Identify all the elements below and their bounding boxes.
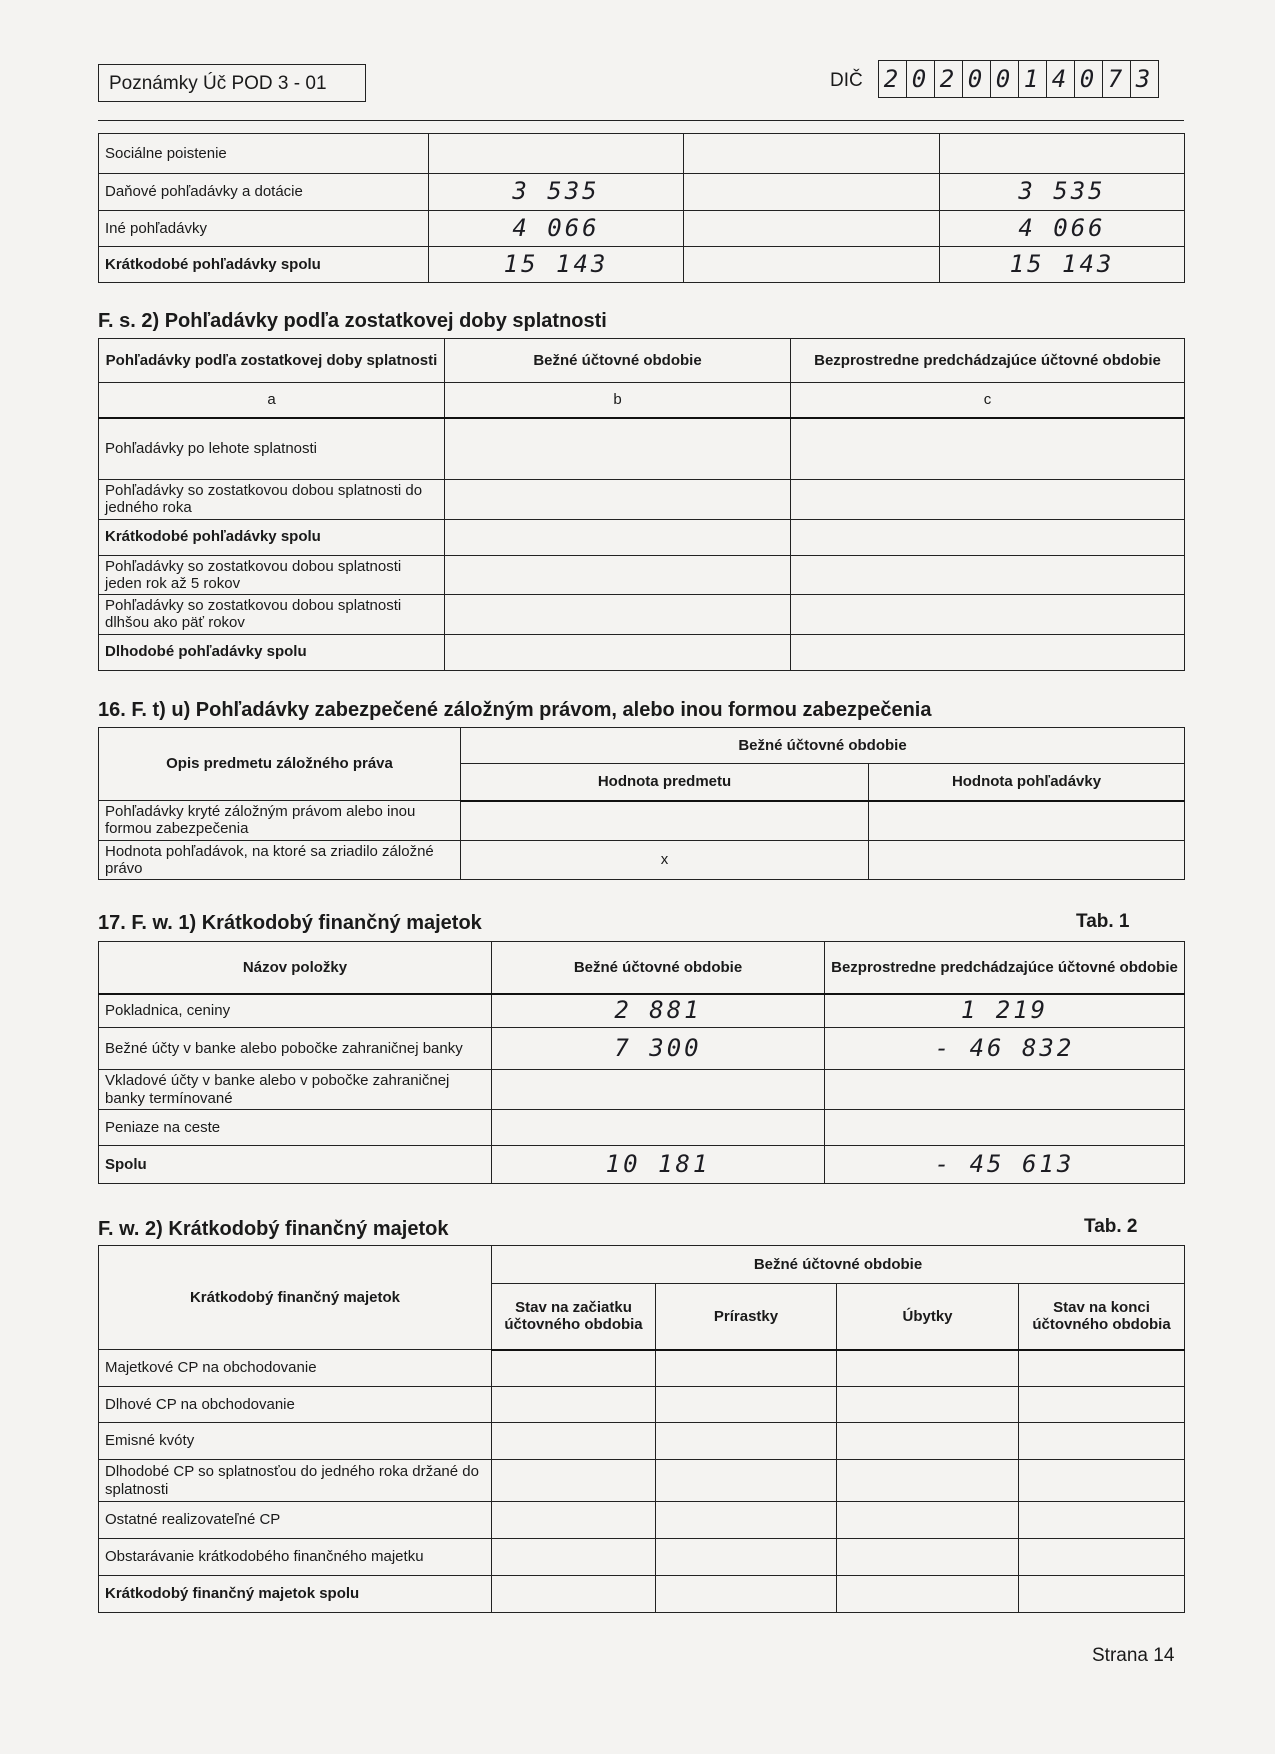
table-row <box>99 519 1185 555</box>
empty-cell <box>837 1460 1019 1502</box>
table-row <box>99 418 1185 480</box>
col-header-previous: Bezprostredne predchádzajúce účtovné obdobie <box>825 942 1185 994</box>
empty-cell <box>492 1460 656 1502</box>
previous-value <box>825 1070 1185 1110</box>
empty-cell <box>656 1350 837 1387</box>
col-header-claim-value: Hodnota pohľadávky <box>869 764 1185 801</box>
table-header-row <box>99 728 1185 764</box>
empty-cell <box>656 1423 837 1460</box>
form-label-box <box>98 64 366 102</box>
row-label: Daňové pohľadávky a dotácie <box>99 174 429 211</box>
table-row <box>99 1146 1185 1184</box>
row-label: Pohľadávky so zostatkovou dobou splatnosti jeden rok až 5 rokov <box>99 555 445 595</box>
empty-cell <box>791 480 1185 520</box>
empty-cell <box>837 1502 1019 1539</box>
dic-boxes <box>878 60 1159 98</box>
current-value: 7 300 <box>492 1028 825 1070</box>
empty-cell <box>1019 1387 1185 1423</box>
empty-cell <box>837 1350 1019 1387</box>
previous-value: 1 219 <box>825 994 1185 1028</box>
empty-cell <box>791 634 1185 670</box>
col-header-c: Bezprostredne predchádzajúce účtovné obdobie <box>791 339 1185 383</box>
table-row <box>99 480 1185 520</box>
dic-digit: 3 <box>1131 61 1159 97</box>
dic-digit: 0 <box>991 61 1019 97</box>
row-label: Hodnota pohľadávok, na ktoré sa zriadilo záložné právo <box>99 840 461 880</box>
col-header-period: Bežné účtovné obdobie <box>461 728 1185 764</box>
previous-value: - 46 832 <box>825 1028 1185 1070</box>
row-label: Pohľadávky so zostatkovou dobou splatnosti dlhšou ako päť rokov <box>99 595 445 635</box>
table-row <box>99 994 1185 1028</box>
row-label: Bežné účty v banke alebo pobočke zahraničnej banky <box>99 1028 492 1070</box>
table-header-row <box>99 942 1185 994</box>
dic-digit: 0 <box>1075 61 1103 97</box>
previous-value: 4 066 <box>940 211 1185 247</box>
empty-cell <box>684 211 940 247</box>
previous-value: 3 535 <box>940 174 1185 211</box>
table-row <box>99 801 1185 841</box>
table-row <box>99 1576 1185 1613</box>
empty-cell <box>837 1423 1019 1460</box>
row-label: Dlhodobé CP so splatnosťou do jedného roka držané do splatnosti <box>99 1460 492 1502</box>
header-rule <box>98 120 1184 121</box>
current-value: 10 181 <box>492 1146 825 1184</box>
empty-cell <box>492 1539 656 1576</box>
col-header-current: Bežné účtovné obdobie <box>492 942 825 994</box>
table-row <box>99 247 1185 283</box>
current-value: 4 066 <box>429 211 684 247</box>
empty-cell <box>656 1387 837 1423</box>
dic-digit: 2 <box>879 61 907 97</box>
table-row <box>99 595 1185 635</box>
row-label: Obstarávanie krátkodobého finančného majetku <box>99 1539 492 1576</box>
dic-digit: 7 <box>1103 61 1131 97</box>
section-16-table <box>98 727 1185 880</box>
empty-cell <box>684 134 940 174</box>
empty-cell <box>837 1387 1019 1423</box>
row-label: Pohľadávky so zostatkovou dobou splatnosti do jedného roka <box>99 480 445 520</box>
table-row <box>99 1070 1185 1110</box>
col-letter-a: a <box>99 383 445 418</box>
col-header-b: Bežné účtovné obdobie <box>445 339 791 383</box>
col-letter-b: b <box>445 383 791 418</box>
dic-digit: 0 <box>907 61 935 97</box>
empty-cell <box>656 1460 837 1502</box>
row-label: Ostatné realizovateľné CP <box>99 1502 492 1539</box>
empty-cell <box>492 1423 656 1460</box>
empty-cell <box>656 1576 837 1613</box>
empty-cell <box>492 1387 656 1423</box>
empty-cell <box>1019 1423 1185 1460</box>
empty-cell <box>445 519 791 555</box>
col-header-item-value: Hodnota predmetu <box>461 764 869 801</box>
empty-cell <box>445 634 791 670</box>
row-label: Krátkodobé pohľadávky spolu <box>99 519 445 555</box>
col-header-decrease: Úbytky <box>837 1284 1019 1350</box>
current-value <box>492 1110 825 1146</box>
table-row <box>99 134 1185 174</box>
empty-cell <box>445 418 791 480</box>
table-row <box>99 840 1185 880</box>
empty-cell <box>837 1576 1019 1613</box>
section-title-fs2: F. s. 2) Pohľadávky podľa zostatkovej doby splatnosti <box>98 310 607 332</box>
table-row <box>99 1350 1185 1387</box>
empty-cell <box>492 1350 656 1387</box>
empty-cell <box>492 1502 656 1539</box>
row-label: Emisné kvóty <box>99 1423 492 1460</box>
previous-value: 15 143 <box>940 247 1185 283</box>
letter-row <box>99 383 1185 418</box>
empty-cell <box>492 1576 656 1613</box>
table-row <box>99 174 1185 211</box>
row-label: Majetkové CP na obchodovanie <box>99 1350 492 1387</box>
row-label: Krátkodobé pohľadávky spolu <box>99 247 429 283</box>
empty-cell <box>445 555 791 595</box>
table-row <box>99 1423 1185 1460</box>
current-value: 2 881 <box>492 994 825 1028</box>
empty-cell <box>791 418 1185 480</box>
current-value <box>429 134 684 174</box>
table-row <box>99 1110 1185 1146</box>
row-label: Vkladové účty v banke alebo v pobočke zahraničnej banky termínované <box>99 1070 492 1110</box>
previous-value <box>825 1110 1185 1146</box>
table-header-row <box>99 339 1185 383</box>
empty-cell <box>1019 1539 1185 1576</box>
fs2-table <box>98 338 1185 671</box>
col-header-start: Stav na začiatku účtovného obdobia <box>492 1284 656 1350</box>
col-header-name: Názov položky <box>99 942 492 994</box>
section-title-17: 17. F. w. 1) Krátkodobý finančný majetok <box>98 912 482 934</box>
empty-cell <box>791 519 1185 555</box>
col-header-period: Bežné účtovné obdobie <box>492 1246 1185 1284</box>
row-label: Pohľadávky kryté záložným právom alebo inou formou zabezpečenia <box>99 801 461 841</box>
item-value <box>461 801 869 841</box>
row-label: Iné pohľadávky <box>99 211 429 247</box>
empty-cell <box>1019 1576 1185 1613</box>
dic-label: DIČ <box>830 70 863 91</box>
empty-cell <box>1019 1350 1185 1387</box>
receivables-top-table <box>98 133 1185 283</box>
dic-digit: 0 <box>963 61 991 97</box>
table-header-row <box>99 1246 1185 1284</box>
row-label: Krátkodobý finančný majetok spolu <box>99 1576 492 1613</box>
empty-cell <box>1019 1502 1185 1539</box>
col-header-end: Stav na konci účtovného obdobia <box>1019 1284 1185 1350</box>
page-number: Strana 14 <box>1092 1645 1175 1666</box>
empty-cell <box>656 1502 837 1539</box>
empty-cell <box>791 595 1185 635</box>
row-label: Peniaze na ceste <box>99 1110 492 1146</box>
row-label: Spolu <box>99 1146 492 1184</box>
form-label: Poznámky Úč POD 3 - 01 <box>109 73 327 94</box>
claim-value <box>869 801 1185 841</box>
table-row <box>99 1539 1185 1576</box>
current-value <box>492 1070 825 1110</box>
current-value: 3 535 <box>429 174 684 211</box>
claim-value <box>869 840 1185 880</box>
empty-cell <box>684 174 940 211</box>
row-label: Sociálne poistenie <box>99 134 429 174</box>
table-row <box>99 1387 1185 1423</box>
section-title-16: 16. F. t) u) Pohľadávky zabezpečené záložným právom, alebo inou formou zabezpečenia <box>98 699 932 721</box>
tab-label-1: Tab. 1 <box>1076 911 1130 932</box>
col-header-increase: Prírastky <box>656 1284 837 1350</box>
section-17-table <box>98 941 1185 1184</box>
dic-digit: 1 <box>1019 61 1047 97</box>
section-title-fw2: F. w. 2) Krátkodobý finančný majetok <box>98 1218 449 1240</box>
col-letter-c: c <box>791 383 1185 418</box>
empty-cell <box>1019 1460 1185 1502</box>
table-row <box>99 555 1185 595</box>
current-value: 15 143 <box>429 247 684 283</box>
empty-cell <box>445 480 791 520</box>
empty-cell <box>445 595 791 635</box>
table-row <box>99 211 1185 247</box>
tab-label-2: Tab. 2 <box>1084 1216 1138 1237</box>
row-label: Pokladnica, ceniny <box>99 994 492 1028</box>
item-value: x <box>461 840 869 880</box>
empty-cell <box>684 247 940 283</box>
table-row <box>99 1028 1185 1070</box>
row-label: Dlhodobé pohľadávky spolu <box>99 634 445 670</box>
table-row <box>99 1460 1185 1502</box>
previous-value <box>940 134 1185 174</box>
col-header-desc: Opis predmetu záložného práva <box>99 728 461 801</box>
dic-digit: 4 <box>1047 61 1075 97</box>
row-label: Dlhové CP na obchodovanie <box>99 1387 492 1423</box>
fw2-table <box>98 1245 1185 1613</box>
col-header-a: Pohľadávky podľa zostatkovej doby splatnosti <box>99 339 445 383</box>
empty-cell <box>837 1539 1019 1576</box>
dic-digit: 2 <box>935 61 963 97</box>
table-row <box>99 634 1185 670</box>
previous-value: - 45 613 <box>825 1146 1185 1184</box>
empty-cell <box>656 1539 837 1576</box>
empty-cell <box>791 555 1185 595</box>
row-label: Pohľadávky po lehote splatnosti <box>99 418 445 480</box>
table-row <box>99 1502 1185 1539</box>
col-header-name: Krátkodobý finančný majetok <box>99 1246 492 1350</box>
